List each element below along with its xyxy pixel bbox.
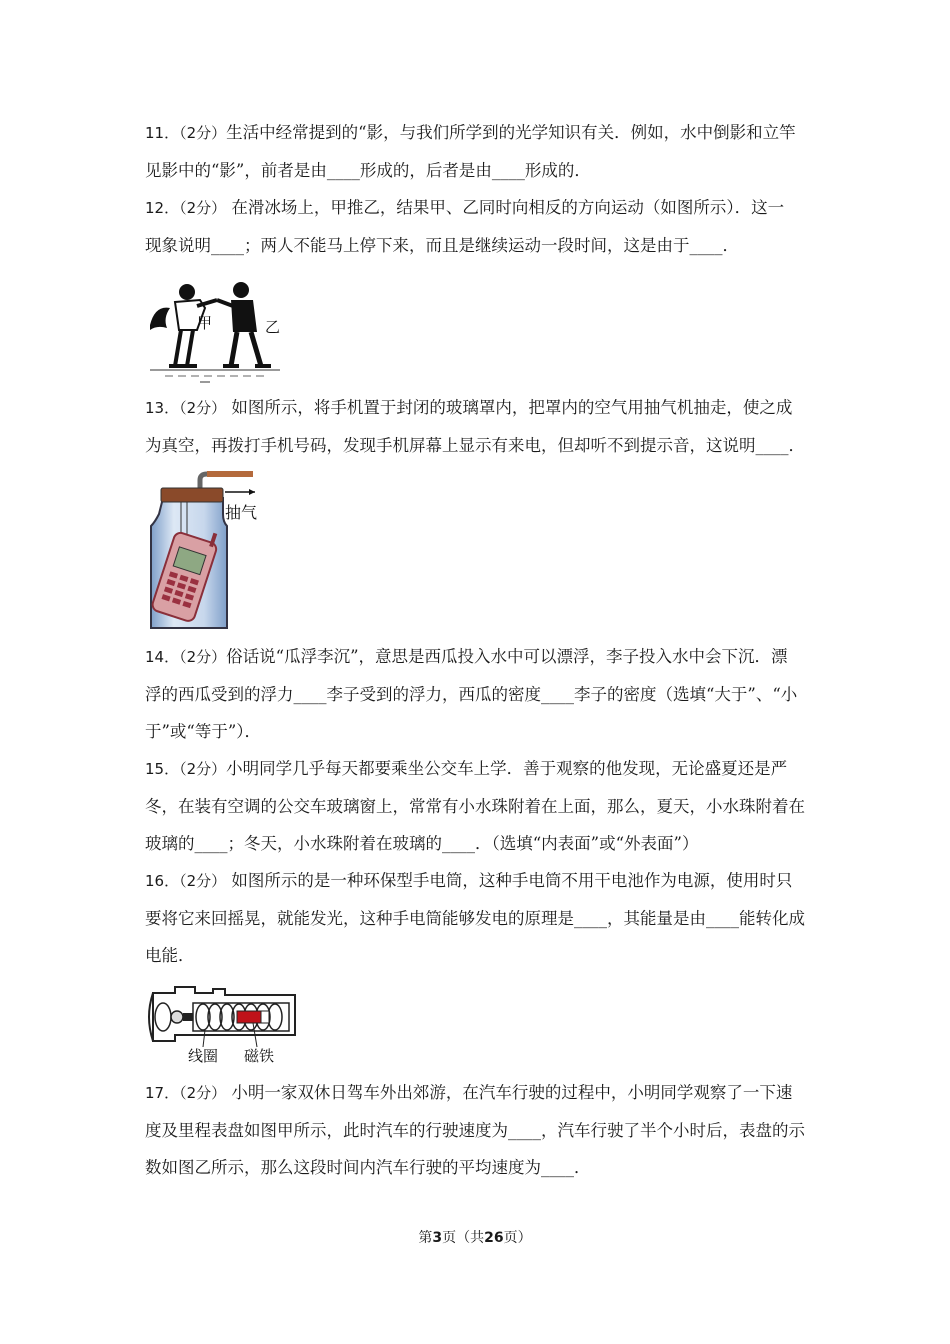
figure-label-jia: 甲 bbox=[197, 314, 213, 332]
q15-line-2: 冬，在装有空调的公交车玻璃窗上，常常有小水珠附着在上面，那么，夏天，小水珠附着在 bbox=[145, 797, 805, 816]
q16-line-3: 电能． bbox=[145, 946, 195, 965]
q17-line-3: 数如图乙所示，那么这段时间内汽车行驶的平均速度为____． bbox=[145, 1158, 591, 1177]
page-footer bbox=[0, 1228, 950, 1248]
q15-line-3: 玻璃的____；冬天，小水珠附着在玻璃的____．（选填“内表面”或“外表面”） bbox=[145, 834, 699, 853]
q13-number: 13．（2分） bbox=[145, 399, 227, 417]
q17-number: 17．（2分） bbox=[145, 1084, 227, 1102]
figure-label-pump: 抽气 bbox=[225, 503, 258, 522]
q13-line-2: 为真空，再拨打手机号码，发现手机屏幕上显示有来电，但却听不到提示音，这说明____． bbox=[145, 436, 805, 455]
q17-line-1 bbox=[145, 1082, 792, 1104]
q15-line-1 bbox=[145, 758, 787, 780]
q12-number: 12．（2分） bbox=[145, 199, 227, 217]
q13-text-1: 如图所示，将手机置于封闭的玻璃罩内，把罩内的空气用抽气机抽走，使之成 bbox=[226, 398, 793, 417]
footer-suffix: 页） bbox=[503, 1230, 532, 1246]
q17-line-2: 度及里程表盘如图甲所示，此时汽车的行驶速度为____，汽车行驶了半个小时后，表盘的示 bbox=[145, 1121, 805, 1140]
figure-label-yi: 乙 bbox=[265, 318, 281, 336]
q16-line-2: 要将它来回摇晃，就能发光，这种手电筒能够发电的原理是____，其能量是由____能转化成 bbox=[145, 909, 805, 928]
figure-label-magnet: 磁铁 bbox=[244, 1047, 275, 1065]
q11-line-2: 见影中的“影”，前者是由____形成的，后者是由____形成的． bbox=[145, 161, 591, 180]
q14-line-3: 于”或“等于”）． bbox=[145, 722, 262, 741]
q12-line-2: 现象说明____；两人不能马上停下来，而且是继续运动一段时间，这是由于____． bbox=[145, 236, 739, 255]
footer-total-pages: 26 bbox=[484, 1230, 504, 1246]
q14-number: 14．（2分） bbox=[145, 648, 227, 666]
q11-number: 11．（2分） bbox=[145, 124, 227, 142]
q16-text-1: 如图所示的是一种环保型手电筒，这种手电筒不用干电池作为电源，使用时只 bbox=[226, 871, 793, 890]
q12-text-1: 在滑冰场上，甲推乙，结果甲、乙同时向相反的方向运动（如图所示）．这一 bbox=[226, 198, 785, 217]
q11-text-1: 生活中经常提到的“影，与我们所学到的光学知识有关．例如，水中倒影和立竿 bbox=[226, 123, 796, 142]
q15-text-1: 小明同学几乎每天都要乘坐公交车上学．善于观察的他发现，无论盛夏还是严 bbox=[226, 759, 788, 778]
q14-line-2: 浮的西瓜受到的浮力____李子受到的浮力，西瓜的密度____李子的密度（选填“大于”、“小 bbox=[145, 685, 798, 704]
q14-line-1 bbox=[145, 646, 788, 668]
q17-text-1: 小明一家双休日驾车外出郊游，在汽车行驶的过程中，小明同学观察了一下速 bbox=[226, 1083, 793, 1102]
q15-number: 15．（2分） bbox=[145, 760, 227, 778]
q16-number: 16．（2分） bbox=[145, 872, 227, 890]
flashlight-coil-figure bbox=[145, 983, 300, 1065]
skaters-pushing-figure bbox=[145, 270, 285, 385]
footer-page-number: 3 bbox=[432, 1230, 443, 1246]
q13-line-1 bbox=[145, 397, 792, 419]
q12-line-1 bbox=[145, 197, 784, 219]
q11-line-1 bbox=[145, 122, 796, 144]
phone-in-jar-figure bbox=[145, 470, 265, 632]
footer-middle: 页（共 bbox=[442, 1230, 485, 1246]
footer-prefix: 第 bbox=[418, 1230, 433, 1246]
q14-text-1: 俗话说“瓜浮李沉”，意思是西瓜投入水中可以漂浮，李子投入水中会下沉．漂 bbox=[226, 647, 788, 666]
figure-label-coil: 线圈 bbox=[188, 1047, 219, 1065]
q16-line-1 bbox=[145, 870, 792, 892]
